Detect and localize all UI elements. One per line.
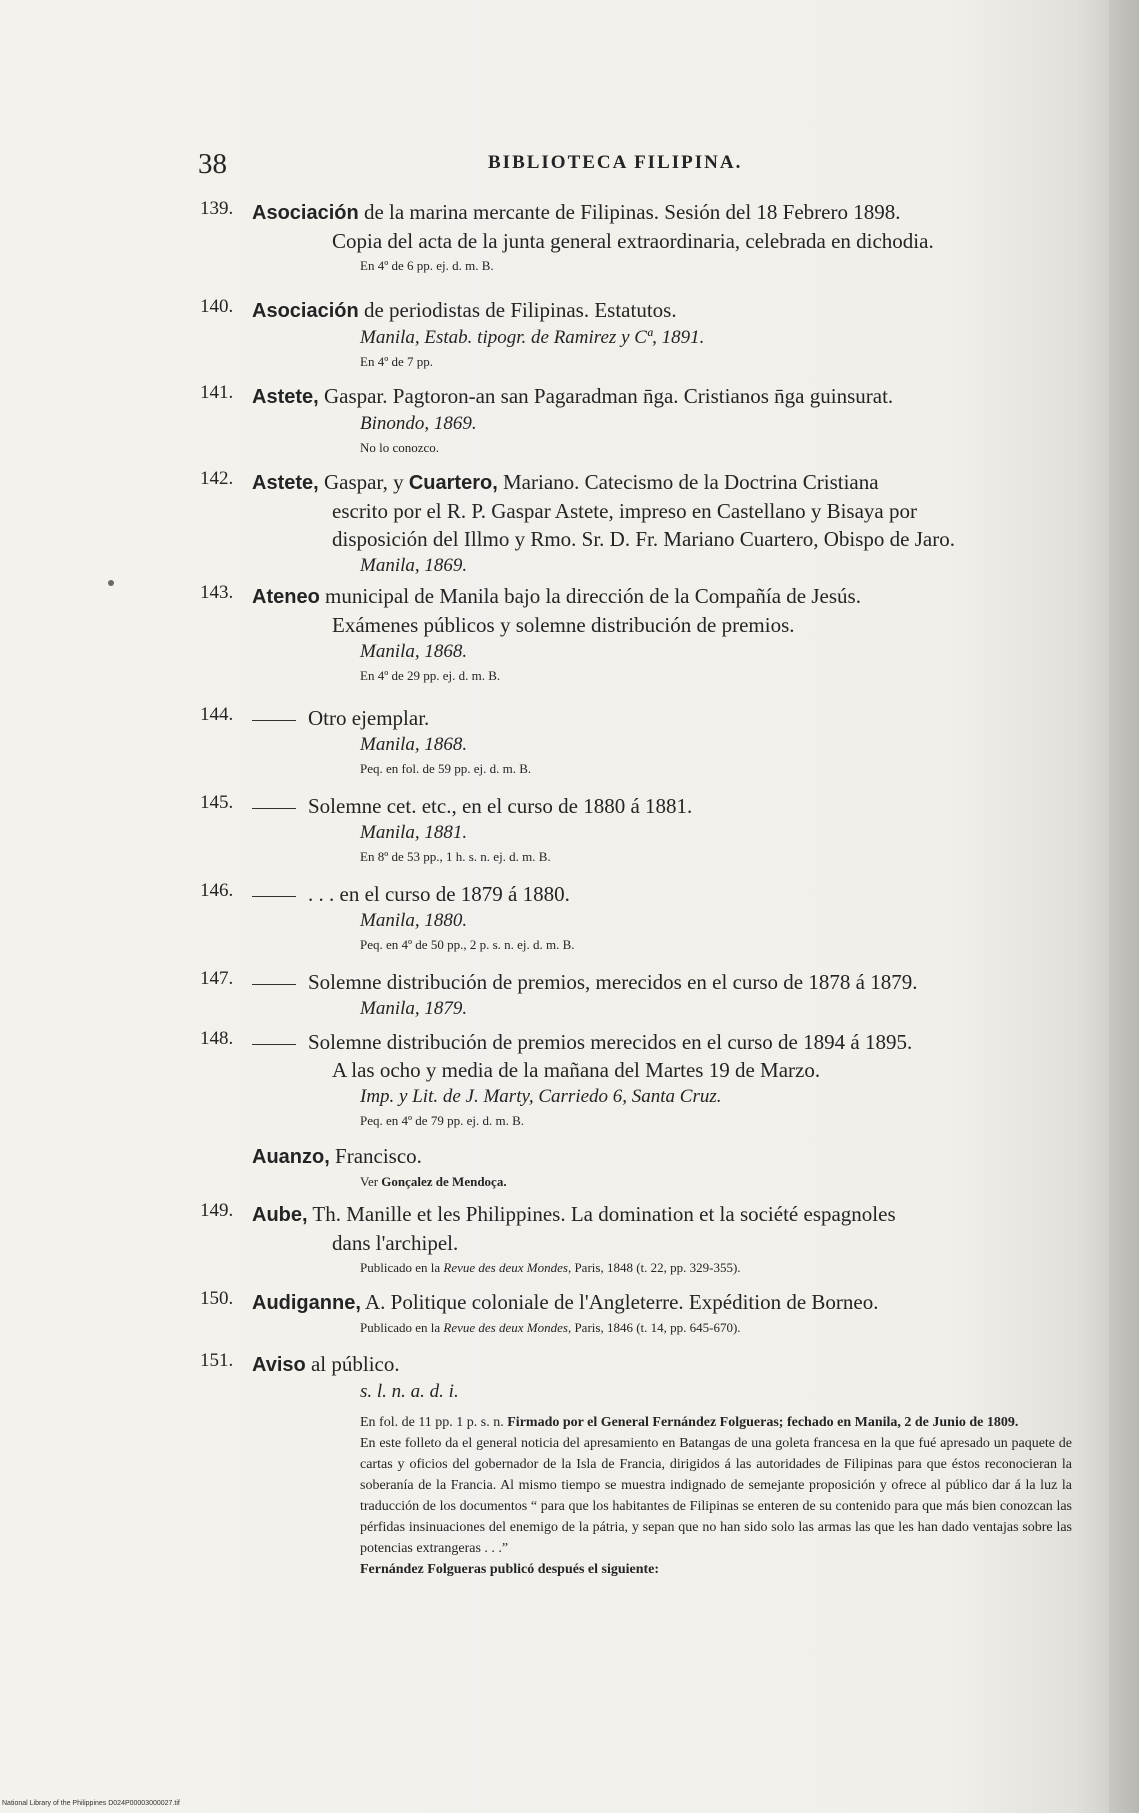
entry-140 (200, 296, 1070, 373)
entry-note: En 4º de 29 pp. ej. d. m. B. (360, 668, 501, 683)
scan-speck (108, 580, 114, 586)
note-suffix: , Paris, 1848 (t. 22, pp. 329-355). (567, 1260, 741, 1275)
entry-139 (200, 198, 1070, 277)
entry-note: Peq. en 4º de 50 pp., 2 p. s. n. ej. d. m. B. (360, 937, 575, 952)
scan-footer: National Library of the Philippines D024P00003000027.tif (2, 1800, 180, 1807)
entry-148 (200, 1028, 1070, 1132)
entry-heading: Ateneo (252, 586, 320, 608)
entry-title: de periodistas de Filipinas. Estatutos. (358, 298, 677, 322)
ditto-dash (252, 720, 296, 721)
entry-heading: Aube, (252, 1204, 308, 1226)
entry-note: En 8º de 53 pp., 1 h. s. n. ej. d. m. B. (360, 849, 551, 864)
entry-heading: Aviso (252, 1354, 306, 1376)
entry-147 (200, 968, 1070, 1022)
entry-heading: Asociación (252, 300, 359, 322)
entry-title: . . . en el curso de 1879 á 1880. (308, 882, 570, 906)
journal-title: Revue des deux Mondes (443, 1320, 568, 1335)
ditto-dash (252, 1044, 296, 1045)
entry-auanzo (200, 1142, 1070, 1193)
entry-142 (200, 468, 1070, 579)
entry-note: En 4º de 7 pp. (360, 354, 433, 369)
entry-imprint: Manila, 1879. (360, 998, 468, 1019)
entry-imprint: s. l. n. a. d. i. (360, 1381, 459, 1402)
ditto-dash (252, 896, 296, 897)
entry-title-continued: dans l'archipel. (332, 1231, 459, 1255)
entry-150 (200, 1288, 1070, 1339)
entry-note (252, 1317, 1070, 1339)
entry-title-continued: Exámenes públicos y solemne distribución de premios. (332, 613, 795, 637)
entry-number: 142. (200, 468, 234, 489)
entry-title: Gaspar. Pagtoron-an san Pagaradman n̄ga. Cristianos n̄ga guinsurat. (318, 384, 894, 408)
entry-149 (200, 1200, 1070, 1279)
entry-heading: Astete, (252, 386, 319, 408)
entry-title: al público. (305, 1352, 400, 1376)
cross-reference: Gonçalez de Mendoça. (381, 1174, 507, 1189)
entry-note (252, 1257, 1070, 1279)
entry-heading-second: Cuartero, (408, 472, 498, 494)
entry-title-continued: disposición del Illmo y Rmo. Sr. D. Fr. Mariano Cuartero, Obispo de Jaro. (332, 527, 955, 551)
entry-imprint: Manila, 1868. (360, 641, 468, 662)
collation-paragraph (360, 1412, 1072, 1433)
collation: En fol. de 11 pp. 1 p. s. n. (360, 1415, 508, 1430)
entry-note: Peq. en 4º de 79 pp. ej. d. m. B. (360, 1113, 524, 1128)
entry-number: 151. (200, 1350, 234, 1371)
entry-number: 140. (200, 296, 234, 317)
entry-heading: Asociación (252, 202, 359, 224)
entry-number: 150. (200, 1288, 234, 1309)
signature-note: Firmado por el General Fernández Folgueras; fechado en Manila, 2 de Junio de 1809. (507, 1415, 1019, 1430)
entry-title: Solemne cet. etc., en el curso de 1880 á 1881. (308, 794, 693, 818)
entry-number: 145. (200, 792, 234, 813)
note-suffix: , Paris, 1846 (t. 14, pp. 645-670). (567, 1320, 741, 1335)
entry-imprint: Manila, Estab. tipogr. de Ramirez y Cª, 1891. (360, 327, 705, 348)
entry-imprint: Manila, 1869. (360, 555, 468, 576)
entry-number: 148. (200, 1028, 234, 1049)
entry-title-cont: Mariano. Catecismo de la Doctrina Cristiana (497, 470, 879, 494)
entry-title: Otro ejemplar. (308, 706, 430, 730)
entry-title-continued: Copia del acta de la junta general extraordinaria, celebrada en dichodia. (332, 229, 934, 253)
entry-note: Peq. en fol. de 59 pp. ej. d. m. B. (360, 761, 532, 776)
entry-141 (200, 382, 1070, 459)
entry-title: Th. Manille et les Philippines. La domination et la société espagnoles (307, 1202, 896, 1226)
entry-151 (200, 1350, 1070, 1405)
note-prefix: Publicado en la (360, 1320, 444, 1335)
note-prefix: Ver (360, 1174, 382, 1189)
description-paragraph: En este folleto da el general noticia del apresamiento en Batangas de una goleta francesa en la que fué apresado un paquete de cartas y oficios del gobernador de la Isla de Francia, dirigidos á las autoridades de Filipinas para que éstos reconocieran la soberanía de la Francia. Al mismo tiempo se muestra indignado de semejante proposición y ofrece al público dar á la luz la traducción de los documentos “ para que los habitantes de Filipinas se enteren de su contenido para que más bien conozcan las pérfidas insinuaciones del enemigo de la pátria, y sepan que no han sido solo las armas las que les han dado ventajas sobre las potencias extrangeras . . .” (360, 1436, 1072, 1556)
entry-imprint: Binondo, 1869. (360, 413, 477, 434)
entry-imprint: Imp. y Lit. de J. Marty, Carriedo 6, Santa Cruz. (360, 1086, 722, 1107)
entry-number: 149. (200, 1200, 234, 1221)
note-prefix: Publicado en la (360, 1260, 444, 1275)
entry-146 (200, 880, 1070, 956)
entry-title: Francisco. (329, 1144, 422, 1168)
entry-heading: Auanzo, (252, 1146, 330, 1168)
entry-note (252, 1171, 1070, 1193)
entry-heading: Audiganne, (252, 1292, 361, 1314)
entry-number: 139. (200, 198, 234, 219)
entry-title-continued: escrito por el R. P. Gaspar Astete, impreso en Castellano y Bisaya por (332, 499, 917, 523)
running-title: BIBLIOTECA FILIPINA. (488, 152, 743, 173)
page-number: 38 (198, 148, 227, 180)
entry-title: Solemne distribución de premios merecidos en el curso de 1894 á 1895. (308, 1030, 913, 1054)
entry-imprint: Manila, 1880. (360, 910, 468, 931)
entry-heading: Astete, (252, 472, 319, 494)
entry-number: 143. (200, 582, 234, 603)
entry-imprint: Manila, 1881. (360, 822, 468, 843)
entry-143 (200, 582, 1070, 687)
entry-144 (200, 704, 1070, 780)
entry-title: A. Politique coloniale de l'Angleterre. Expédition de Borneo. (360, 1290, 879, 1314)
entry-number: 141. (200, 382, 234, 403)
closing-line: Fernández Folgueras publicó después el siguiente: (360, 1562, 660, 1577)
ditto-dash (252, 808, 296, 809)
entry-title: de la marina mercante de Filipinas. Sesión del 18 Febrero 1898. (358, 200, 901, 224)
entry-number: 144. (200, 704, 234, 725)
ditto-dash (252, 984, 296, 985)
journal-title: Revue des deux Mondes (443, 1260, 568, 1275)
entry-title: Gaspar, y (318, 470, 409, 494)
page-edge (1109, 0, 1139, 1813)
entry-number: 147. (200, 968, 234, 989)
entry-imprint: Manila, 1868. (360, 734, 468, 755)
entry-note: En 4º de 6 pp. ej. d. m. B. (360, 258, 494, 273)
entry-151-notes (360, 1412, 1072, 1580)
entry-number: 146. (200, 880, 234, 901)
entry-title: municipal de Manila bajo la dirección de la Compañía de Jesús. (319, 584, 861, 608)
entry-note: No lo conozco. (360, 440, 440, 455)
entry-title: Solemne distribución de premios, merecidos en el curso de 1878 á 1879. (308, 970, 918, 994)
entry-145 (200, 792, 1070, 868)
entry-title-continued: A las ocho y media de la mañana del Martes 19 de Marzo. (332, 1058, 821, 1082)
